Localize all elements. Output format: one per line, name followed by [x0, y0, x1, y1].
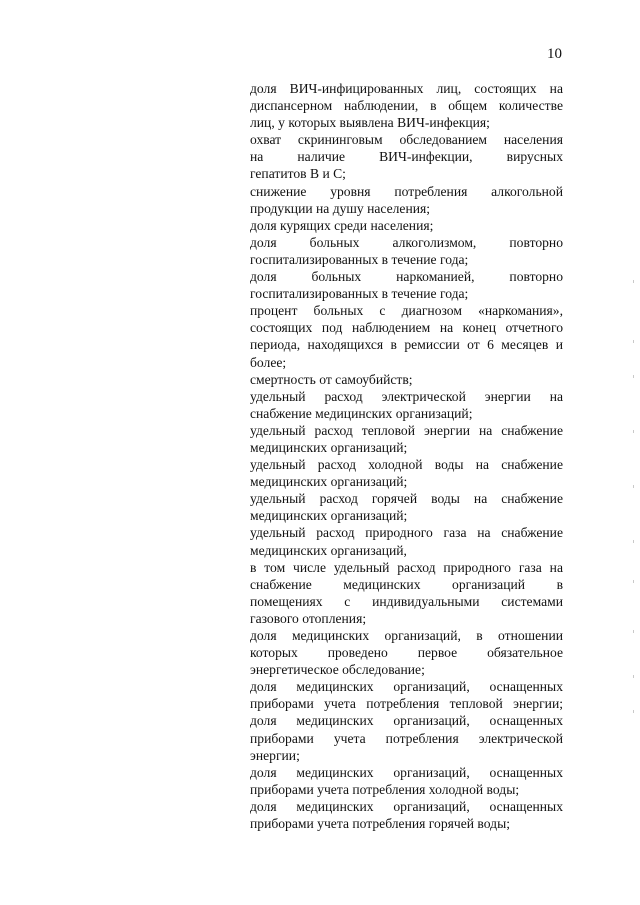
scan-speck — [633, 580, 634, 583]
text-line: снижение уровня потребления алкогольной — [250, 183, 563, 199]
text-line: на наличие ВИЧ-инфекции, вирусных — [250, 149, 563, 165]
text-line: охват скрининговым обследованием населения — [250, 132, 563, 148]
text-line: помещениях с индивидуальными системами — [250, 593, 563, 609]
scan-speck — [633, 340, 634, 343]
text-line: которых проведено первое обязательное — [250, 645, 563, 661]
scan-speck — [633, 540, 634, 543]
text-line: в том числе удельный расход природного газа на — [250, 559, 563, 575]
text-line: удельный расход тепловой энергии на снабжение — [250, 422, 563, 438]
text-line: госпитализированных в течение года; — [250, 286, 469, 302]
text-line: удельный расход горячей воды на снабжение — [250, 491, 563, 507]
text-line: смертность от самоубийств; — [250, 371, 413, 387]
text-line: доля ВИЧ-инфицированных лиц, состоящих на — [250, 81, 563, 96]
scan-speck — [633, 630, 634, 633]
scan-speck — [633, 280, 634, 283]
text-line: приборами учета потребления тепловой энергии; — [250, 696, 563, 712]
text-line: доля медицинских организаций, в отношении — [250, 628, 563, 643]
text-line: удельный расход холодной воды на снабжение — [250, 457, 563, 473]
text-line: госпитализированных в течение года; — [250, 251, 469, 267]
text-line: энергии; — [250, 747, 300, 763]
text-line: лиц, у которых выявлена ВИЧ-инфекция; — [250, 115, 490, 131]
text-line: приборами учета потребления горячей воды; — [250, 816, 510, 832]
scan-speck — [633, 375, 634, 378]
text-line: удельный расход природного газа на снабжение — [250, 525, 563, 541]
document-body — [250, 80, 563, 832]
scan-speck — [633, 485, 634, 488]
text-line: снабжение медицинских организаций в — [250, 576, 563, 592]
text-line: доля медицинских организаций, оснащенных — [250, 798, 563, 814]
text-line: медицинских организаций; — [250, 508, 408, 524]
text-line: гепатитов В и С; — [250, 166, 346, 182]
text-line: медицинских организаций; — [250, 474, 408, 490]
scan-edge-artifact — [632, 280, 634, 720]
text-line: доля больных наркоманией, повторно — [250, 269, 563, 285]
text-line: снабжение медицинских организаций; — [250, 405, 473, 421]
text-line: доля больных алкоголизмом, повторно — [250, 234, 563, 250]
text-line: газового отопления; — [250, 610, 367, 626]
text-line: продукции на душу населения; — [250, 200, 431, 216]
text-line: энергетическое обследование; — [250, 662, 425, 678]
text-line: доля медицинских организаций, оснащенных — [250, 679, 563, 695]
scan-speck — [633, 675, 634, 678]
text-line: медицинских организаций; — [250, 439, 408, 455]
text-line: состоящих под наблюдением на конец отчетного — [250, 320, 563, 336]
page-number: 10 — [547, 46, 562, 62]
text-line: доля курящих среди населения; — [250, 217, 434, 233]
text-line: диспансерном наблюдении, в общем количестве — [250, 98, 563, 114]
text-line: приборами учета потребления холодной воды; — [250, 781, 520, 797]
text-line: медицинских организаций, — [250, 542, 407, 558]
text-line: доля медицинских организаций, оснащенных — [250, 764, 563, 780]
text-line: более; — [250, 354, 287, 370]
text-line: периода, находящихся в ремиссии от 6 месяцев и — [250, 337, 563, 353]
text-line: доля медицинских организаций, оснащенных — [250, 713, 563, 729]
scan-speck — [633, 430, 634, 433]
text-line: удельный расход электрической энергии на — [250, 388, 563, 404]
scan-speck — [633, 710, 634, 713]
text-line: приборами учета потребления электрической — [250, 730, 563, 746]
text-line: процент больных с диагнозом «наркомания», — [250, 303, 563, 319]
